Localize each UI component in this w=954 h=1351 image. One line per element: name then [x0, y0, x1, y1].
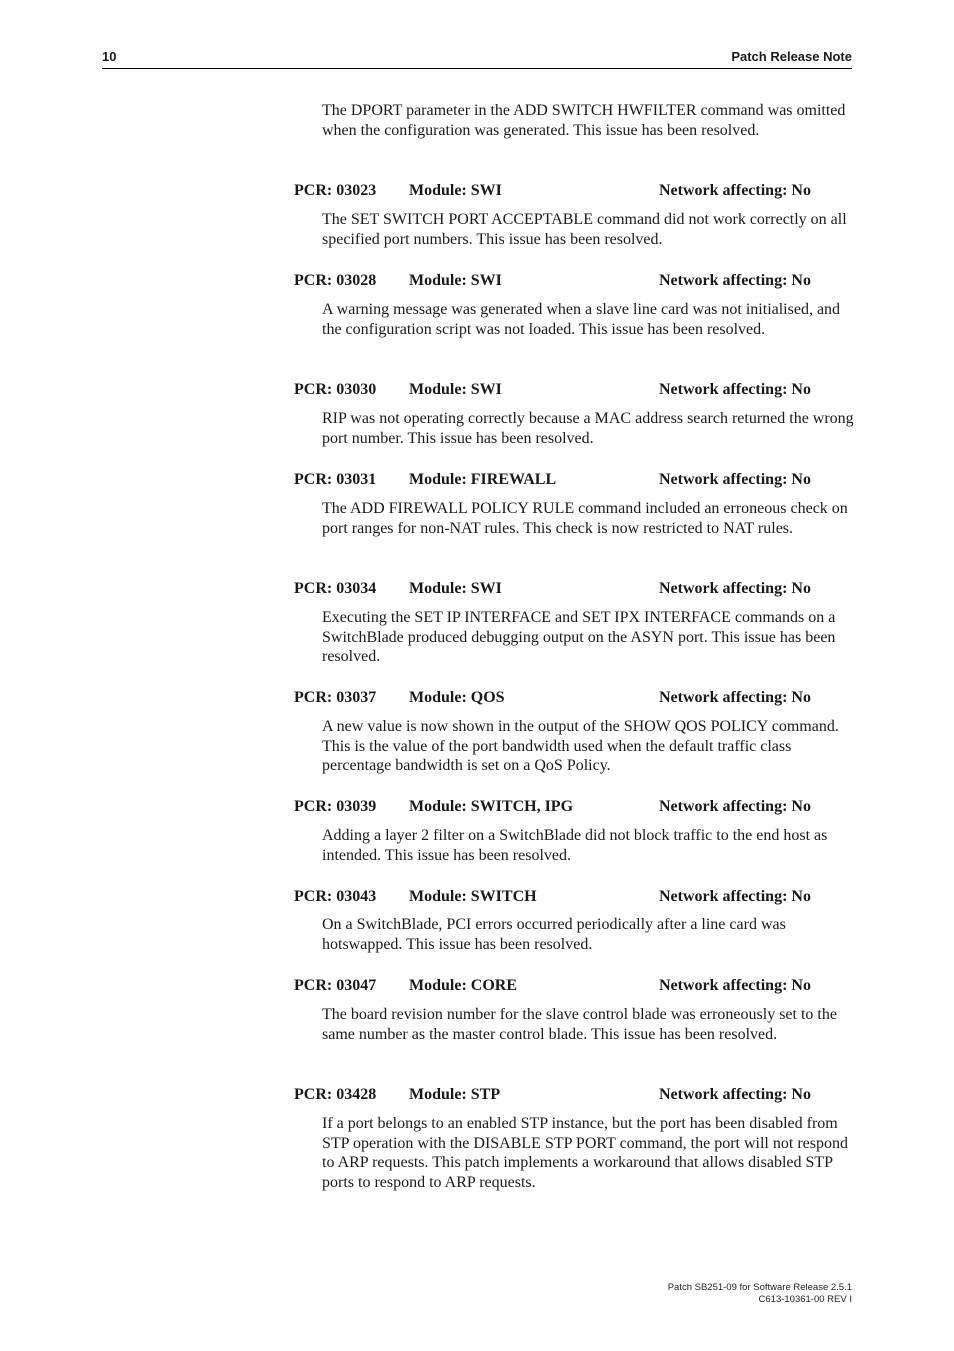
pcr-number: PCR: 03023 [294, 182, 377, 199]
pcr-header [294, 977, 854, 997]
pcr-number: PCR: 03030 [294, 381, 377, 398]
pcr-description: On a SwitchBlade, PCI errors occurred periodically after a line card was hotswapped. This issue has been resolved. [322, 916, 786, 953]
document-title: Patch Release Note [731, 49, 852, 64]
pcr-description: RIP was not operating correctly because a MAC address search returned the wrong port number. This issue has been resolved. [322, 410, 854, 447]
network-affecting-label: Network affecting: No [659, 1086, 811, 1103]
module-label: Module: SWITCH, IPG [409, 798, 574, 815]
pcr-header [294, 1086, 854, 1106]
module-label: Module: SWI [409, 381, 502, 398]
pcr-description: If a port belongs to an enabled STP instance, but the port has been disabled from STP operation with the DISABLE STP PORT command, the port will not respond to ARP requests. This patch implements a workaround that allows disabled STP ports to respond to ARP requests. [322, 1115, 848, 1191]
module-label: Module: SWI [409, 182, 502, 199]
pcr-number: PCR: 03028 [294, 272, 377, 289]
footer-doc-number: C613-10361-00 REV I [758, 1293, 852, 1305]
network-affecting-label: Network affecting: No [659, 580, 811, 597]
pcr-description: Adding a layer 2 filter on a SwitchBlade did not block traffic to the end host as intended. This issue has been resolved. [322, 827, 828, 864]
pcr-number: PCR: 03039 [294, 798, 377, 815]
pcr-number: PCR: 03037 [294, 689, 377, 706]
pcr-header [294, 182, 854, 202]
network-affecting-label: Network affecting: No [659, 689, 811, 706]
pcr-number: PCR: 03031 [294, 471, 377, 488]
page-number: 10 [102, 49, 117, 64]
pcr-number: PCR: 03034 [294, 580, 377, 597]
pcr-header [294, 471, 854, 491]
module-label: Module: SWI [409, 272, 502, 289]
pcr-number: PCR: 03043 [294, 888, 377, 905]
pcr-description: The board revision number for the slave control blade was erroneously set to the same number as the master control blade. This issue has been resolved. [322, 1006, 837, 1043]
pcr-description: Executing the SET IP INTERFACE and SET IPX INTERFACE commands on a SwitchBlade produced debugging output on the ASYN port. This issue has been resolved. [322, 609, 836, 666]
pcr-header [294, 798, 854, 818]
network-affecting-label: Network affecting: No [659, 798, 811, 815]
pcr-header [294, 689, 854, 709]
network-affecting-label: Network affecting: No [659, 471, 811, 488]
pcr-description: The SET SWITCH PORT ACCEPTABLE command did not work correctly on all specified port numbers. This issue has been resolved. [322, 211, 847, 248]
page-header [102, 48, 852, 69]
network-affecting-label: Network affecting: No [659, 977, 811, 994]
module-label: Module: SWITCH [409, 888, 537, 905]
pcr-number: PCR: 03428 [294, 1086, 377, 1103]
module-label: Module: QOS [409, 689, 505, 706]
network-affecting-label: Network affecting: No [659, 381, 811, 398]
footer-patch-line: Patch SB251-09 for Software Release 2.5.1 [667, 1282, 852, 1293]
module-label: Module: FIREWALL [409, 471, 557, 488]
module-label: Module: SWI [409, 580, 502, 597]
module-label: Module: CORE [409, 977, 517, 994]
pcr-header [294, 381, 854, 401]
pcr-header [294, 888, 854, 908]
network-affecting-label: Network affecting: No [659, 182, 811, 199]
intro-paragraph: The DPORT parameter in the ADD SWITCH HWFILTER command was omitted when the configuration was generated. This issue has been resolved. [322, 102, 846, 139]
pcr-header [294, 272, 854, 292]
pcr-description: The ADD FIREWALL POLICY RULE command included an erroneous check on port ranges for non-NAT rules. This check is now restricted to NAT rules. [322, 500, 848, 537]
pcr-description: A new value is now shown in the output of the SHOW QOS POLICY command. This is the value of the port bandwidth used when the default traffic class percentage bandwidth is set on a QoS Policy. [322, 718, 839, 775]
network-affecting-label: Network affecting: No [659, 272, 811, 289]
pcr-header [294, 580, 854, 600]
module-label: Module: STP [409, 1086, 501, 1103]
pcr-description: A warning message was generated when a slave line card was not initialised, and the configuration script was not loaded. This issue has been resolved. [322, 301, 841, 338]
pcr-number: PCR: 03047 [294, 977, 377, 994]
page-footer [668, 1282, 852, 1305]
network-affecting-label: Network affecting: No [659, 888, 811, 905]
